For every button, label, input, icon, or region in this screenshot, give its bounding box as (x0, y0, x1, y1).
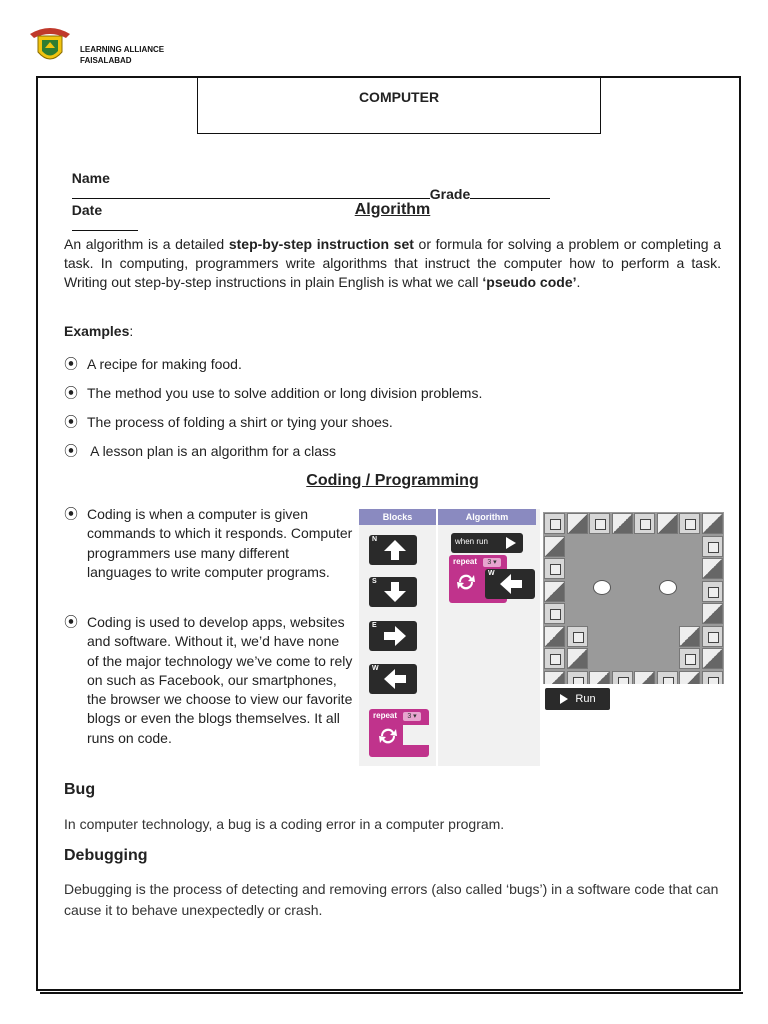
arrow-right-icon (383, 625, 407, 647)
maze-tile (657, 513, 678, 534)
list-item: ⦿ Coding is when a computer is given commands to which it responds. Computer programmers use many different languages to write computer programs. (64, 505, 354, 582)
maze-game-figure (543, 512, 724, 684)
algorithm-heading: Algorithm (354, 201, 431, 218)
when-run-block: when run (451, 533, 523, 553)
subject-title: COMPUTER (358, 89, 440, 105)
maze-tile (544, 671, 565, 685)
subject-title-box (197, 76, 601, 134)
block-repeat: repeat 3 ▾ (369, 709, 429, 757)
arrow-left-icon (499, 573, 523, 595)
date-field[interactable] (72, 218, 138, 231)
bug-paragraph: In computer technology, a bug is a coding error in a computer program. (64, 816, 505, 832)
date-label: Date (71, 202, 103, 218)
repeat-icon (377, 725, 399, 747)
examples-label: Examples: (64, 323, 134, 339)
play-icon (505, 536, 517, 550)
radio-bullet-icon: ⦿ (64, 506, 78, 522)
list-item: ⦿ The process of folding a shirt or tying your shoes. (64, 414, 393, 430)
blocks-header: Blocks (359, 509, 436, 525)
debugging-heading: Debugging (64, 847, 148, 864)
school-name (80, 44, 164, 66)
maze-tile (679, 671, 700, 685)
blocks-figure (359, 509, 540, 766)
maze-tile (589, 671, 610, 685)
maze-tile (702, 581, 723, 602)
maze-tile (589, 513, 610, 534)
maze-tile (567, 648, 588, 669)
maze-tile (702, 626, 723, 647)
maze-tile (679, 626, 700, 647)
maze-tile (544, 603, 565, 624)
algorithm-repeat-block: repeat 3 ▾ (449, 555, 507, 603)
radio-bullet-icon: ⦿ (64, 385, 78, 401)
maze-character-icon (659, 580, 677, 595)
maze-tile (544, 513, 565, 534)
maze-tile (544, 648, 565, 669)
grade-label: Grade (429, 186, 471, 202)
list-item: ⦿ A recipe for making food. (64, 356, 242, 372)
maze-tile (679, 648, 700, 669)
grade-field[interactable] (470, 186, 550, 199)
maze-tile (634, 671, 655, 685)
algorithm-header: Algorithm (438, 509, 536, 525)
block-east: E (369, 621, 417, 651)
maze-tile (567, 671, 588, 685)
maze-tile (634, 513, 655, 534)
block-south: S (369, 577, 417, 607)
maze-tile (702, 513, 723, 534)
maze-tile (612, 513, 633, 534)
repeat-icon (455, 571, 477, 593)
block-north: N (369, 535, 417, 565)
debugging-paragraph: Debugging is the process of detecting and removing errors (also called ‘bugs’) in a software code that can cause it to behave unexpectedly or crash. (64, 881, 719, 918)
algorithm-west-block: W (485, 569, 535, 599)
maze-tile (544, 536, 565, 557)
student-info-line (64, 154, 704, 234)
algorithm-paragraph: An algorithm is a detailed step-by-step instruction set or formula for solving a problem or completing a task. In computing, programmers write algorithms that instruct the computer how to perform a task. Writing out step-by-step instructions in plain English is what we call ‘pseudo code’. (64, 236, 721, 290)
coding-heading: Coding / Programming (306, 472, 479, 489)
name-field[interactable] (72, 186, 430, 199)
bug-heading: Bug (64, 781, 96, 798)
maze-tile (544, 626, 565, 647)
maze-tile (544, 581, 565, 602)
list-item: ⦿ A lesson plan is an algorithm for a class (64, 443, 337, 459)
maze-tile (702, 536, 723, 557)
arrow-down-icon (383, 581, 407, 603)
maze-tile (567, 513, 588, 534)
maze-tile (702, 648, 723, 669)
list-item: ⦿ The method you use to solve addition or long division problems. (64, 385, 483, 401)
maze-character-icon (593, 580, 611, 595)
maze-tile (702, 603, 723, 624)
run-button[interactable]: Run (545, 688, 610, 710)
radio-bullet-icon: ⦿ (64, 414, 78, 430)
play-icon (559, 693, 569, 705)
maze-tile (544, 558, 565, 579)
school-logo (28, 24, 72, 68)
radio-bullet-icon: ⦿ (64, 443, 78, 459)
maze-tile (612, 671, 633, 685)
maze-tile (657, 671, 678, 685)
arrow-left-icon (383, 668, 407, 690)
school-name-line1: LEARNING ALLIANCE (80, 45, 165, 54)
maze-tile (679, 513, 700, 534)
list-item: ⦿ Coding is used to develop apps, websites and software. Without it, we’d have none of the major technology we’ve come to rely on such as Facebook, our smartphones, the browser we choose to view our favorite blogs or even the blogs themselves. It all runs on code. (64, 613, 354, 748)
maze-tile (702, 671, 723, 685)
arrow-up-icon (383, 539, 407, 561)
name-label: Name (71, 170, 110, 186)
maze-tile (702, 558, 723, 579)
radio-bullet-icon: ⦿ (64, 356, 78, 372)
block-west: W (369, 664, 417, 694)
radio-bullet-icon: ⦿ (64, 614, 78, 630)
school-name-line2: FAISALABAD (80, 56, 132, 65)
maze-tile (567, 626, 588, 647)
